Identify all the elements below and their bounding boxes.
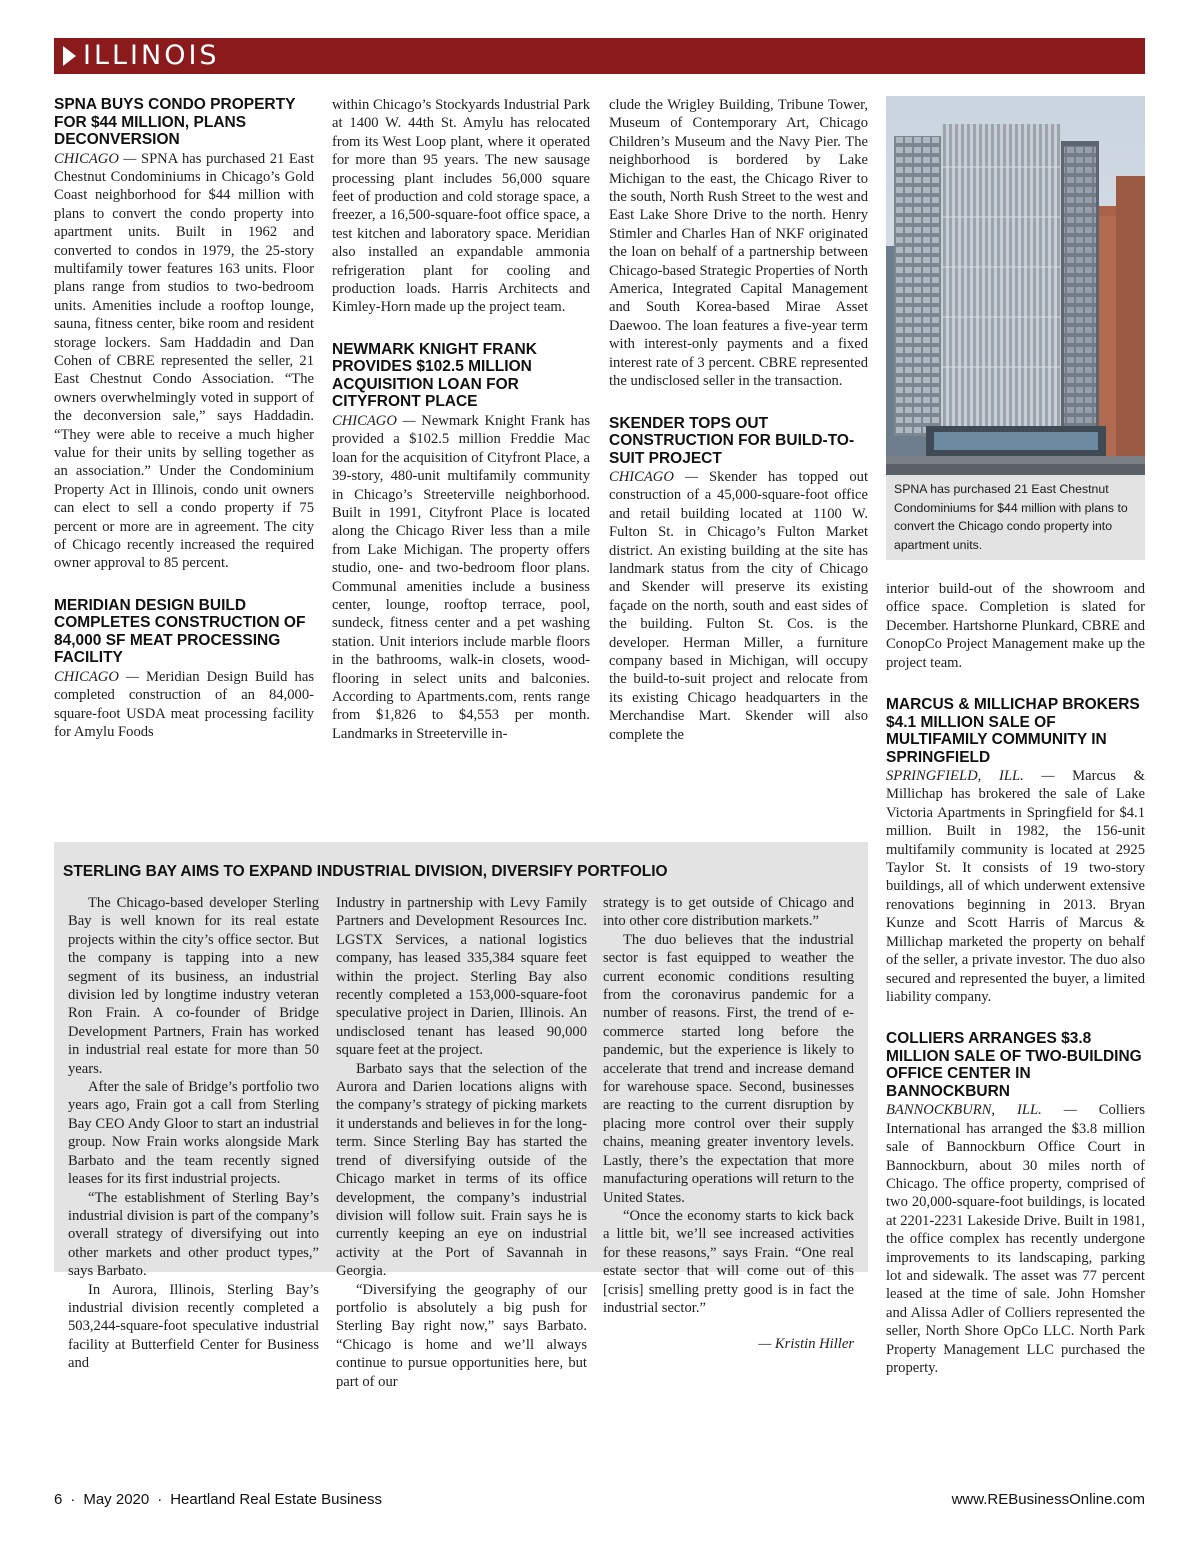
sidebar-sterling-bay xyxy=(54,842,868,1390)
headline-newmark: NEWMARK KNIGHT FRANK PROVIDES $102.5 MILLION ACQUISITION LOAN FOR CITYFRONT PLACE xyxy=(332,340,537,411)
headline-meridian: MERIDIAN DESIGN BUILD COMPLETES CONSTRUCTION OF 84,000 SF MEAT PROCESSING FACILITY xyxy=(54,596,306,667)
paragraph: Barbato says that the selection of the Aurora and Darien locations aligns with the company’s strategy of picking markets it understands and believes in for the long-term. Since Sterling Bay has started the trend of diversifying outside of the Chicago market in terms of its office development, the company’s industrial division will follow suit. Frain says he is currently keeping an eye on industrial activity at the Port of Savannah in Georgia. xyxy=(336,1060,587,1280)
article-meridian-part2 xyxy=(332,96,590,317)
byline: — Kristin Hiller xyxy=(758,1336,854,1353)
article-text: Marcus & Millichap has brokered the sale of Lake Victoria Apartments in Springfield for $4.1 million. Built in 1982, the 156-unit multifamily community is located at 2925 Taylor St. It consists of 19 two-story buildings, all of which underwent extensive renovations beginning in 2013. Bryan Kunze and Scott Harris of Marcus & Millichap marketed the property on behalf of the seller, a private investor. The duo also secured and represented the buyer, a limited liability company. xyxy=(886,768,1145,1005)
article-meridian-part1 xyxy=(54,668,314,742)
dateline: CHICAGO — xyxy=(332,412,416,429)
article-colliers xyxy=(886,1101,1145,1377)
headline-marcus: MARCUS & MILLICHAP BROKERS $4.1 MILLION SALE OF MULTIFAMILY COMMUNITY IN SPRINGFIELD xyxy=(886,696,1140,766)
article-text: interior build-out of the showroom and office space. Completion is slated for December. Hartshorne Plunkard, CBRE and ConopCo Project Management make up the project team. xyxy=(886,581,1145,671)
paragraph: After the sale of Bridge’s portfolio two years ago, Frain got a call from Sterling Bay CEO Andy Gloor to start an industrial group. Now Frain works alongside Mark Barbato and the team recently signed leases for its first industrial projects. xyxy=(68,1079,319,1188)
page-number: 6 xyxy=(54,1491,63,1508)
footer-website: www.REBusinessOnline.com xyxy=(951,1491,1145,1508)
article-newmark-part1 xyxy=(332,412,590,743)
paragraph: The Chicago-based developer Sterling Bay is well known for its real estate projects within the city’s office sector. But the company is tapping into a new segment of its business, an industrial division led by longtime industry veteran Ron Frain. A co-founder of Bridge Development Partners, Frain has worked in industrial real estate for more than 50 years. xyxy=(68,895,319,1077)
section-banner xyxy=(54,38,1145,74)
publication-name: Heartland Real Estate Business xyxy=(170,1491,382,1508)
article-text: Skender has topped out construction of a 45,000-square-foot office and retail building located at 1100 W. Fulton St. in Chicago’s Fulton Market district. An existing building at the site has landmark status from the city of Chicago and Skender will preserve its existing façade on the north, south and east sides of the building. Fulton St. Cos. is the developer. Herman Miller, a furniture company based in Michigan, will occupy the build-to-suit project and relocate from its existing Chicago headquarters in the Merchandise Mart. Skender will also complete the xyxy=(609,469,868,743)
article-marcus xyxy=(886,767,1145,1006)
sidebar-column-1 xyxy=(68,894,319,1373)
paragraph: strategy is to get outside of Chicago and into other core distribution markets.” xyxy=(603,895,854,930)
column-4 xyxy=(886,580,1145,1377)
headline-spna: SPNA BUYS CONDO PROPERTY FOR $44 MILLION, PLANS DECONVERSION xyxy=(54,96,296,148)
paragraph: “Once the economy starts to kick back a little bit, we’ll see increased activities for these reasons,” says Frain. “One real estate sector that will come out of this [crisis] smelling pretty good is in fact the industrial sector.” xyxy=(603,1207,854,1316)
dateline: CHICAGO — xyxy=(54,668,139,685)
article-text: clude the Wrigley Building, Tribune Tower, Museum of Contemporary Art, Chicago Children’s Museum and the Navy Pier. The neighborhood is bordered by Lake Michigan to the east, the Chicago River to the south, North Rush Street to the west and East Lake Shore Drive to the north. Henry Stimler and Charles Han of NKF originated the loan on behalf of a partnership between Chicago-based Strategic Properties of North America, Integrated Capital Management and South Korea-based Mirae Asset Daewoo. The loan features a five-year term with interest-only payments and a fixed interest rate of 3 percent. CBRE represented the undisclosed seller in the transaction. xyxy=(609,97,868,390)
article-text: within Chicago’s Stockyards Industrial Park at 1400 W. 44th St. Amylu has relocated from its West Loop plant, where it operated for more than 95 years. The new sausage processing plant includes 56,000 square feet of production and cold storage space, a freezer, a 16,500-square-foot office space, a test kitchen and laboratory space. Meridian also installed an expandable ammonia refrigeration plant for cooling and production loads. Harris Architects and Kimley-Horn made up the project team. xyxy=(332,97,590,316)
footer-left xyxy=(54,1491,382,1508)
sidebar-column-3 xyxy=(603,894,854,1354)
headline-skender: SKENDER TOPS OUT CONSTRUCTION FOR BUILD-TO-SUIT PROJECT xyxy=(609,414,855,467)
article-text: SPNA has purchased 21 East Chestnut Condominiums in Chicago’s Gold Coast neighborhood for $44 million with plans to convert the condo property into apartment units. Built in 1962 and converted to condos in 1979, the 25-story multifamily tower features 163 units. Floor plans range from studios to two-bedroom units. Amenities include a rooftop lounge, sauna, fitness center, bike room and resident storage lockers. Sam Haddadin and Dan Cohen of CBRE represented the seller, 21 East Chestnut Condo Association. “The owners overwhelmingly voted in support of the deconversion sale,” says Haddadin. “They were able to receive a much higher value for their units by selling together as an association.” Under the Condominium Property Act in Illinois, condo unit owners can elect to sell a condo property if 75 percent or more are in agreement. The city of Chicago recently increased the required owner approval to 85 percent. xyxy=(54,150,314,572)
separator: · xyxy=(70,1491,76,1508)
sidebar-title: STERLING BAY AIMS TO EXPAND INDUSTRIAL DIVISION, DIVERSIFY PORTFOLIO xyxy=(63,863,668,880)
paragraph: The duo believes that the industrial sector is fast equipped to weather the current economic conditions resulting from the coronavirus pandemic for a number of reasons. First, the trend of e-commerce started long before the pandemic, but the experience is likely to accelerate that trend and increase demand for warehouse space. Second, businesses are reacting to the current disruption by placing more control over their supply chains, meaning greater inventory levels. Lastly, there’s the expectation that more manufacturing operations will return to the United States. xyxy=(603,931,854,1206)
article-skender-part2 xyxy=(886,580,1145,672)
section-title: ILLINOIS xyxy=(83,40,220,71)
article-text: Newmark Knight Frank has provided a $102.5 million Freddie Mac loan for the acquisition of Cityfront Place, a 39-story, 480-unit multifamily community in Chicago’s Streeterville neighborhood. Built in 1991, Cityfront Place is located along the Chicago River less than a mile from Lake Michigan. The property offers studio, one- and two-bedroom floor plans. Communal amenities include a business center, lounge, rooftop terrace, pool, sundeck, fitness center and a pet washing station. Unit interiors include marble floors in the bathrooms, walk-in closets, wood-flooring in select units and balconies. According to Apartments.com, rents range from $1,826 to $4,553 per month. Landmarks in Streeterville in- xyxy=(332,412,591,742)
article-skender-part1 xyxy=(609,468,868,744)
photo-caption: SPNA has purchased 21 East Chestnut Condominiums for $44 million with plans to convert the Chicago condo property into apartment units. xyxy=(894,482,1128,552)
dateline: BANNOCKBURN, ILL. — xyxy=(886,1102,1077,1119)
paragraph: “The establishment of Sterling Bay’s industrial division is part of the company’s overall strategy of diversifying out into other markets and other product types,” says Barbato. xyxy=(68,1189,319,1280)
photo-box xyxy=(886,96,1145,560)
separator: · xyxy=(157,1491,163,1508)
column-2 xyxy=(332,96,590,743)
paragraph: “Diversifying the geography of our portfolio is absolutely a big push for Sterling Bay right now,” says Barbato. “Chicago is home and we’ll always continue to pursue opportunities here, but part of our xyxy=(336,1281,587,1390)
article-newmark-part2 xyxy=(609,96,868,391)
paragraph: Industry in partnership with Levy Family Partners and Development Resources Inc. LGSTX Services, a national logistics company, has leased 335,384 square feet within the project. Sterling Bay also recently completed a 153,000-square-foot speculative project in Darien, Illinois. An undisclosed tenant has leased 90,000 square feet at the project. xyxy=(336,895,587,1059)
building-illustration xyxy=(886,96,1145,475)
column-1 xyxy=(54,96,314,741)
issue-date: May 2020 xyxy=(83,1491,150,1508)
dateline: CHICAGO — xyxy=(54,150,137,167)
sidebar-column-2 xyxy=(336,894,587,1391)
dateline: CHICAGO — xyxy=(609,469,698,485)
paragraph: In Aurora, Illinois, Sterling Bay’s industrial division recently completed a 503,244-square-foot speculative industrial facility at Butterfield Center for Business and xyxy=(68,1281,319,1372)
column-3 xyxy=(609,96,868,744)
article-text: Meridian Design Build has completed construction of an 84,000-square-foot USDA meat processing facility for Amylu Foods xyxy=(54,668,314,741)
building-photo xyxy=(886,96,1145,475)
headline-colliers: COLLIERS ARRANGES $3.8 MILLION SALE OF TWO-BUILDING OFFICE CENTER IN BANNOCKBURN xyxy=(886,1030,1142,1100)
triangle-arrow-icon xyxy=(63,46,76,66)
article-spna xyxy=(54,150,314,573)
dateline: SPRINGFIELD, ILL. — xyxy=(886,768,1055,785)
article-text: Colliers International has arranged the $3.8 million sale of Bannockburn Office Court in Bannockburn, about 30 miles north of Chicago. The office property, comprised of two 20,000-square-foot buildings, is located at 2201-2231 Lakeside Drive. Built in 1981, the office complex has recently undergone improvements to its landscaping, parking lot and sidewalk. The asset was 77 percent leased at the time of sale. John Homsher and Alissa Adler of Colliers represented the seller, North Shore OpCo LLC. North Park Property Management LLC purchased the property. xyxy=(886,1102,1145,1376)
